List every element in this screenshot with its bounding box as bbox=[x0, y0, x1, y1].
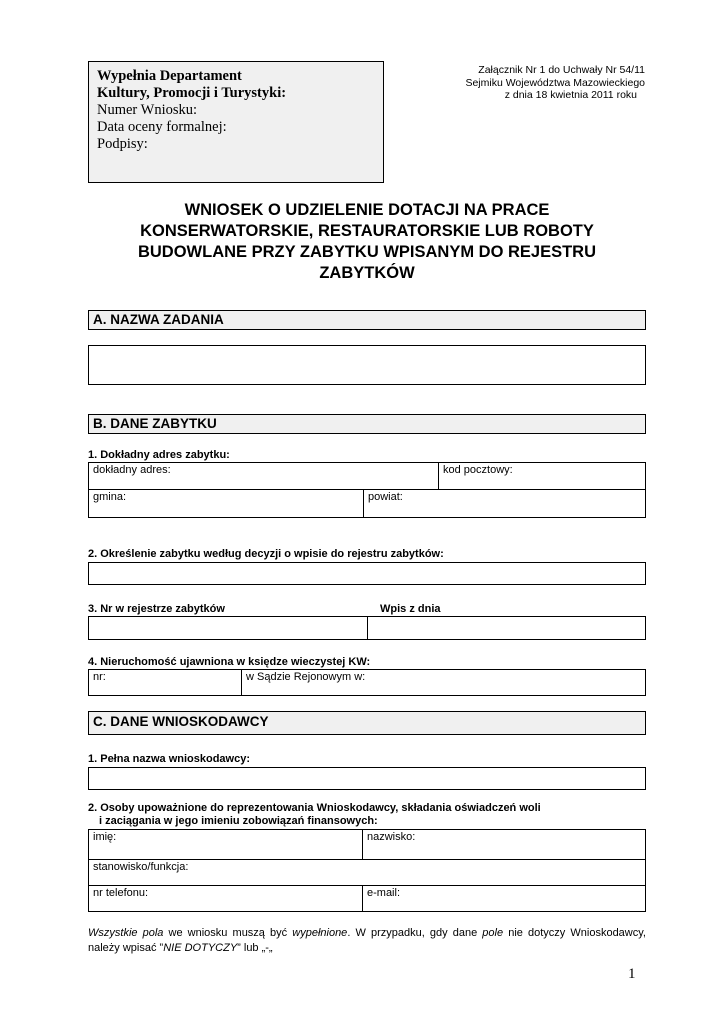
monument-description-field[interactable] bbox=[88, 562, 646, 585]
applicant-name-field[interactable] bbox=[88, 767, 646, 790]
title-line4: ZABYTKÓW bbox=[319, 264, 415, 282]
q-b4-label: 4. Nieruchomość ujawniona w księdze wieczystej KW: bbox=[88, 656, 371, 668]
postal-code-label: kod pocztowy: bbox=[443, 464, 513, 476]
q-b3-label: 3. Nr w rejestrze zabytków bbox=[88, 603, 225, 615]
powiat-field[interactable] bbox=[363, 489, 646, 518]
note-part-6: nie dotyczy Wnioskodawcy, należy wpisać ” bbox=[88, 927, 646, 954]
email-field[interactable] bbox=[362, 885, 646, 912]
register-date-field[interactable] bbox=[367, 616, 646, 640]
address-field[interactable] bbox=[88, 462, 439, 490]
title-line2: KONSERWATORSKIE, RESTAURATORSKIE LUB ROBOTY bbox=[140, 222, 594, 240]
land-register-number-field[interactable] bbox=[88, 669, 242, 696]
district-court-label: w Sądzie Rejonowym w: bbox=[246, 671, 366, 683]
page-number: 1 bbox=[628, 966, 636, 982]
section-a-header: A. NAZWA ZADANIA bbox=[88, 310, 646, 330]
q-c2-label-line1: 2. Osoby upoważnione do reprezentowania Wnioskodawcy, składania oświadczeń woli bbox=[88, 802, 541, 814]
last-name-field[interactable] bbox=[362, 829, 646, 860]
section-c-header: C. DANE WNIOSKODAWCY bbox=[88, 711, 646, 735]
note-part-5: pole bbox=[482, 927, 504, 939]
last-name-label: nazwisko: bbox=[367, 831, 416, 843]
note-part-7: NIE DOTYCZY bbox=[163, 942, 238, 954]
address-label: dokładny adres: bbox=[93, 464, 171, 476]
postal-code-field[interactable] bbox=[438, 462, 646, 490]
title-line3: BUDOWLANE PRZY ZABYTKU WPISANYM DO REJESTRU bbox=[137, 243, 597, 261]
note-part-2: we wniosku muszą być bbox=[163, 927, 293, 939]
dept-formal-date: Data oceny formalnej: bbox=[97, 119, 227, 135]
department-box bbox=[88, 61, 384, 183]
annex-line3: z dnia 18 kwietnia 2011 roku bbox=[504, 89, 637, 101]
first-name-label: imię: bbox=[93, 831, 117, 843]
annex-line2: Sejmiku Województwa Mazowieckiego bbox=[465, 76, 645, 89]
document-title bbox=[88, 200, 646, 284]
phone-field[interactable] bbox=[88, 885, 363, 912]
section-b-header: B. DANE ZABYTKU bbox=[88, 414, 646, 434]
land-register-number-label: nr: bbox=[93, 671, 106, 683]
position-label: stanowisko/funkcja: bbox=[93, 861, 189, 873]
dept-line1: Wypełnia Departament bbox=[97, 68, 242, 84]
register-number-field[interactable] bbox=[88, 616, 368, 640]
q-c1-label: 1. Pełna nazwa wnioskodawcy: bbox=[88, 753, 250, 765]
first-name-field[interactable] bbox=[88, 829, 363, 860]
dept-signatures: Podpisy: bbox=[97, 136, 148, 152]
dept-application-number: Numer Wniosku: bbox=[97, 102, 198, 118]
annex-note bbox=[430, 64, 645, 102]
q-b3-date-label: Wpis z dnia bbox=[380, 603, 441, 615]
powiat-label: powiat: bbox=[368, 491, 403, 503]
title-line1: WNIOSEK O UDZIELENIE DOTACJI NA PRACE bbox=[184, 201, 550, 219]
district-court-field[interactable] bbox=[241, 669, 646, 696]
gmina-field[interactable] bbox=[88, 489, 364, 518]
gmina-label: gmina: bbox=[93, 491, 127, 503]
q-c2-label-line2: i zaciągania w jego imieniu zobowiązań finansowych: bbox=[99, 815, 378, 827]
q-b1-label: 1. Dokładny adres zabytku: bbox=[88, 449, 230, 461]
phone-label: nr telefonu: bbox=[93, 887, 149, 899]
position-field[interactable] bbox=[88, 859, 646, 886]
annex-line1: Załącznik Nr 1 do Uchwały Nr 54/11 bbox=[478, 64, 645, 76]
dept-line2: Kultury, Promocji i Turystyki: bbox=[97, 85, 287, 101]
note-part-1: Wszystkie pola bbox=[88, 927, 164, 939]
note-part-3: wypełnione bbox=[292, 927, 348, 939]
instruction-note bbox=[88, 926, 646, 956]
note-part-4: . W przypadku, gdy dane bbox=[347, 927, 483, 939]
note-part-8: ” lub „-„ bbox=[237, 942, 273, 954]
email-label: e-mail: bbox=[367, 887, 401, 899]
task-name-field[interactable] bbox=[88, 345, 646, 385]
q-b2-label: 2. Określenie zabytku według decyzji o wpisie do rejestru zabytków: bbox=[88, 548, 444, 560]
